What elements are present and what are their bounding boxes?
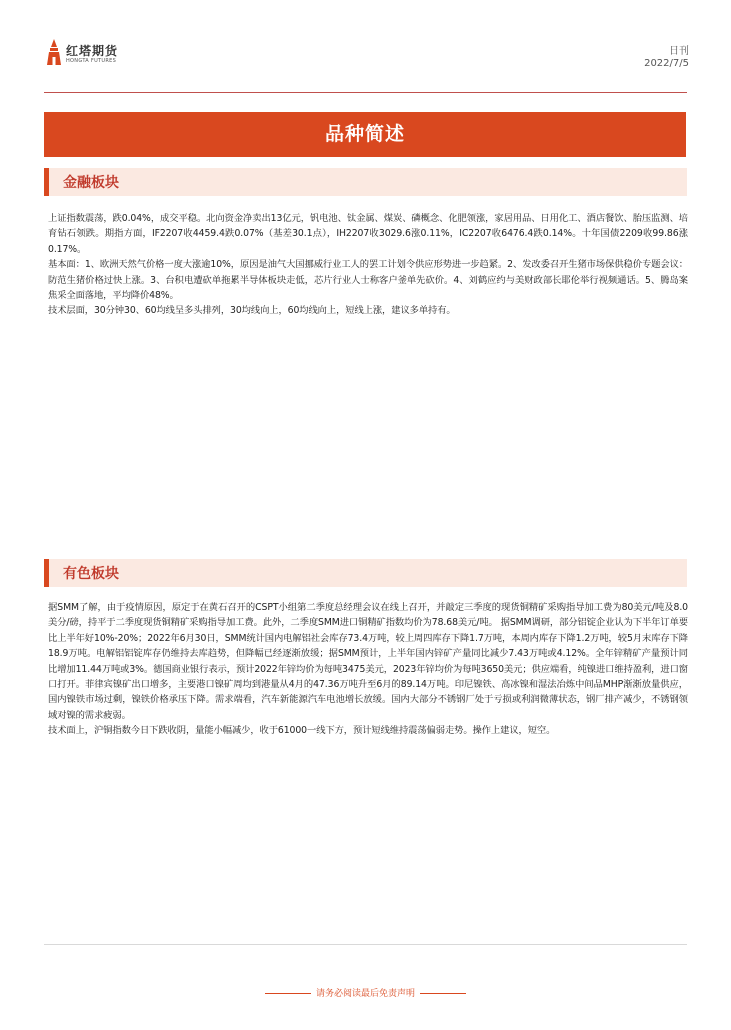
section-title-finance: 金融板块 bbox=[63, 175, 119, 191]
logo-chinese-name: 红塔期货 bbox=[66, 44, 119, 58]
document-type: 日刊 bbox=[669, 46, 689, 57]
metals-section-body bbox=[48, 600, 688, 739]
header-divider bbox=[44, 92, 687, 93]
section-title-metals: 有色板块 bbox=[63, 566, 119, 582]
footer-divider bbox=[44, 944, 687, 945]
metals-paragraph-technical: 技术面上，沪铜指数今日下跌收阴，量能小幅减少，收于61000一线下方，预计短线维持震荡偏弱走势。操作上建议，短空。 bbox=[48, 725, 556, 737]
footer bbox=[0, 986, 731, 999]
document-date: 2022/7/5 bbox=[644, 58, 689, 69]
page-title: 品种简述 bbox=[324, 123, 405, 145]
finance-paragraph-market: 上证指数震荡，跌0.04%，成交平稳。北向资金净卖出13亿元，钒电池、钛金属、煤炭、磷概念、化肥领涨，家居用品、日用化工、酒店餐饮、胎压监测、培育钻石领跌。期指方面，IF2207收4459.4跌0.07%（基差30.1点），IH2207收3029.6涨0.11%，IC2207收6476.4跌0.14%。十年国债2209收99.86涨0.17%。 bbox=[48, 213, 688, 255]
finance-paragraph-technical: 技术层面，30分钟30、60均线呈多头排列，30均线向上，60均线向上，短线上涨，建议多单持有。 bbox=[48, 305, 456, 317]
logo-english-name: HONGTA FUTURES bbox=[66, 58, 117, 64]
company-logo bbox=[44, 38, 134, 72]
footer-disclaimer: 请务必阅读最后免责声明 bbox=[315, 989, 415, 999]
section-header-finance bbox=[44, 168, 687, 196]
finance-section-body bbox=[48, 211, 688, 319]
footer-dash-right bbox=[420, 993, 466, 994]
page-title-banner bbox=[44, 112, 686, 157]
section-header-metals bbox=[44, 559, 687, 587]
tower-logo-icon bbox=[44, 38, 64, 66]
metals-paragraph-fundamentals: 据SMM了解，由于疫情原因，原定于在黄石召开的CSPT小组第二季度总经理会议在线上召开，并敲定三季度的现货铜精矿采购指导加工费为80美元/吨及8.0美分/磅，持平于二季度现货铜精矿采购指导加工费。此外，二季度SMM进口铜精矿指数均价为78.68美元/吨。 据SMM调研，部分铝锭企业认为下半年订单要比上半年好10%-20%；2022年6月30日，SMM统计国内电解铝社会库存73.4万吨，较上周四库存下降1.7万吨，本周内库存下降1.2万吨，较5月末库存下降18.9万吨。电解铝铝锭库存仍维持去库趋势，但降幅已经逐渐放缓；据SMM预计，上半年国内锌矿产量同比减少7.43万吨或4.12%。全年锌精矿产量预计同比增加11.44万吨或3%。德国商业银行表示，预计2022年锌均价为每吨3475美元，2023年锌均价为每吨3650美元；供应端看，纯镍进口维持盈利，进口窗口打开。菲律宾镍矿出口增多，主要港口镍矿周均到港量从4月的47.36万吨升至6月的89.14万吨。印尼镍铁、高冰镍和湿法冶炼中间品MHP渐渐放量供应，国内镍铁市场过剩，镍铁价格承压下降。需求端看，汽车新能源汽车电池增长放缓。国内大部分不锈钢厂处于亏损或利润微薄状态，钢厂排产减少，不锈钢领域对镍的需求疲弱。 bbox=[48, 602, 688, 721]
footer-dash-left bbox=[265, 993, 311, 994]
finance-paragraph-fundamentals: 基本面：1、欧洲天然气价格一度大涨逾10%，原因是油气大国挪威行业工人的罢工计划令供应形势进一步趋紧。2、发改委召开生猪市场保供稳价专题会议：防范生猪价格过快上涨。3、台积电遭砍单拖累半导体板块走低，芯片行业人士称客户釜单先砍价。4、刘鹤应约与美财政部长耶伦举行视频通话。5、腾岛案焦采全面落地，平均降价48%。 bbox=[48, 259, 688, 302]
